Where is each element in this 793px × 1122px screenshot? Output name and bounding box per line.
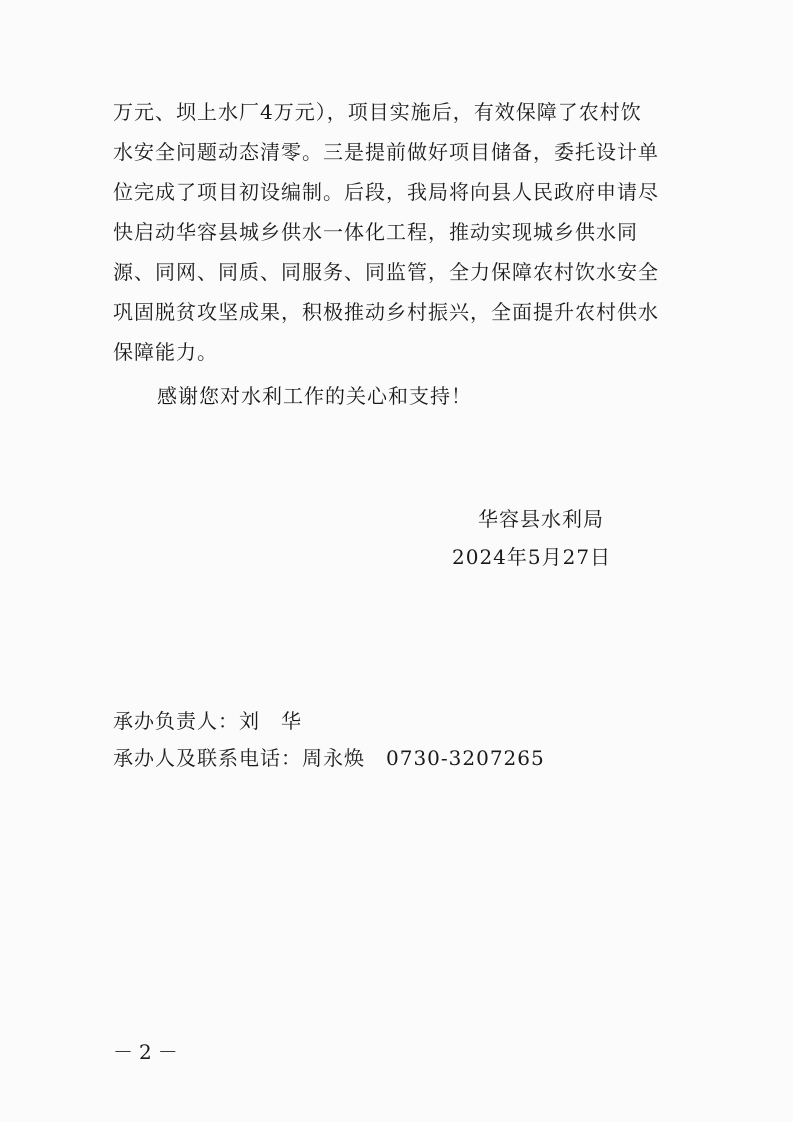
contact-handler: 承办人及联系电话：周永焕 0730-3207265 [113,746,545,770]
body-line: 保障能力。 [113,340,218,364]
signature-org: 华容县水利局 [478,507,604,531]
body-line: 水安全问题动态清零。三是提前做好项目储备，委托设计单 [113,140,659,164]
thanks-line: 感谢您对水利工作的关心和支持！ [157,384,472,408]
thanks-paragraph [113,376,693,416]
page-number: －2－ [113,1040,184,1064]
contact-responsible: 承办负责人：刘 华 [113,709,302,733]
signature-date: 2024年5月27日 [452,545,612,569]
body-line: 巩固脱贫攻坚成果，积极推动乡村振兴，全面提升农村供水 [113,300,659,324]
body-paragraph [113,92,693,372]
body-line: 快启动华容县城乡供水一体化工程，推动实现城乡供水同 [113,220,638,244]
body-line: 万元、坝上水厂4万元），项目实施后，有效保障了农村饮 [113,100,642,124]
body-line: 位完成了项目初设编制。后段，我局将向县人民政府申请尽 [113,180,659,204]
body-line: 源、同网、同质、同服务、同监管，全力保障农村饮水安全 [113,260,659,284]
